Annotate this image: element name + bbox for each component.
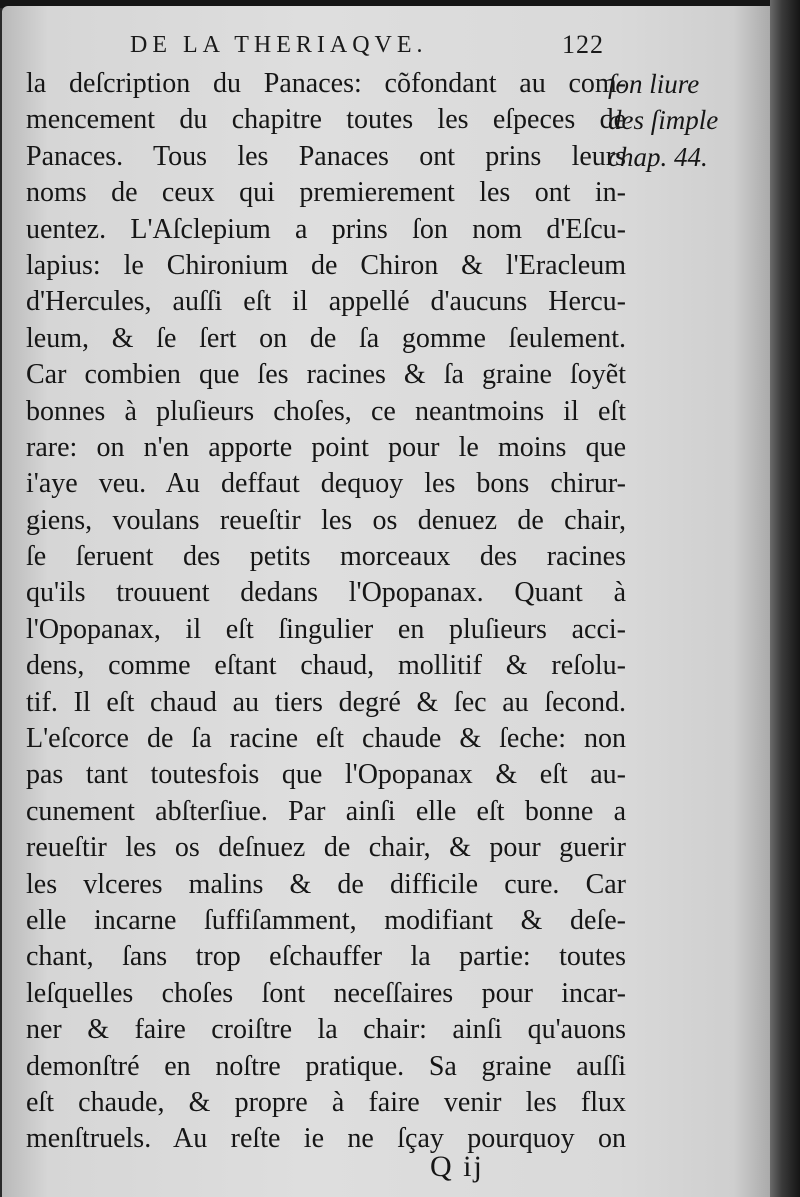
text-line: Panaces. Tous les Panaces ont prins leurs [26,140,626,172]
signature-mark: Q ij [430,1150,484,1183]
text-line: les vlceres malins & de difficile cure. Car [26,868,626,900]
text-line: la deſcription du Panaces: cõfondant au com- [26,68,626,99]
text-line: demonſtré en noſtre pratique. Sa graine auſſi [26,1050,626,1082]
margin-note: ſon liure [608,69,700,99]
text-line: leum, & ſe ſert on de ſa gomme ſeulement. [26,322,626,354]
text-line: l'Opopanax, il eſt ſingulier en pluſieurs acci- [26,613,626,645]
running-head [130,32,630,59]
text-line: pas tant toutesfois que l'Opopanax & eſt au- [26,759,626,791]
text-line: menſtruels. Au reſte ie ne ſçay pourquoy on [26,1123,626,1155]
text-line: uentez. L'Aſclepium a prins ſon nom d'Eſcu- [26,213,626,245]
text-line: ſe ſeruent des petits morceaux des racines [26,541,626,573]
text-line: bonnes à pluſieurs choſes, ce neantmoins il eſt [26,395,626,427]
text-line: d'Hercules, auſſi eſt il appellé d'aucuns Hercu- [26,286,626,318]
text-line: lapius: le Chironium de Chiron & l'Eracleum [26,249,626,281]
text-line: elle incarne ſuffiſamment, modifiant & deſe- [26,904,626,936]
text-line: leſquelles choſes ſont neceſſaires pour incar- [26,977,626,1009]
text-line: reueſtir les os deſnuez de chair, & pour guerir [26,832,626,864]
margin-note: des ſimple [608,105,719,136]
text-line: tif. Il eſt chaud au tiers degré & ſec au ſecond. [26,686,626,718]
text-line: noms de ceux qui premierement les ont in- [26,177,626,209]
margin-note: chap. 44. [608,141,708,172]
text-line: chant, ſans trop eſchauffer la partie: toutes [26,941,626,973]
text-line: L'eſcorce de ſa racine eſt chaude & ſeche: non [26,723,626,755]
text-line: rare: on n'en apporte point pour le moins que [26,431,626,463]
text-line: i'aye veu. Au deffaut dequoy les bons chirur- [26,468,626,500]
text-line: ner & faire croiſtre la chair: ainſi qu'auons [26,1014,626,1046]
margin-notes [608,66,768,175]
text-line: cunement abſterſiue. Par ainſi elle eſt bonne a [26,795,626,827]
page-number: 122 [562,30,604,59]
text-line: dens, comme eſtant chaud, mollitif & reſolu- [26,650,626,682]
text-line: giens, voulans reueſtir les os denuez de chair, [26,504,626,536]
text-line: Car combien que ſes racines & ſa graine ſoyẽt [26,359,626,391]
right-binding-edge [770,0,800,1197]
text-line: eſt chaude, & propre à faire venir les flux [26,1086,626,1118]
text-line: mencement du chapitre toutes les eſpeces de [26,104,626,136]
text-line: qu'ils trouuent dedans l'Opopanax. Quant à [26,577,626,609]
running-title: DE LA THERIAQVE. [130,32,428,58]
body-text [26,66,626,1158]
